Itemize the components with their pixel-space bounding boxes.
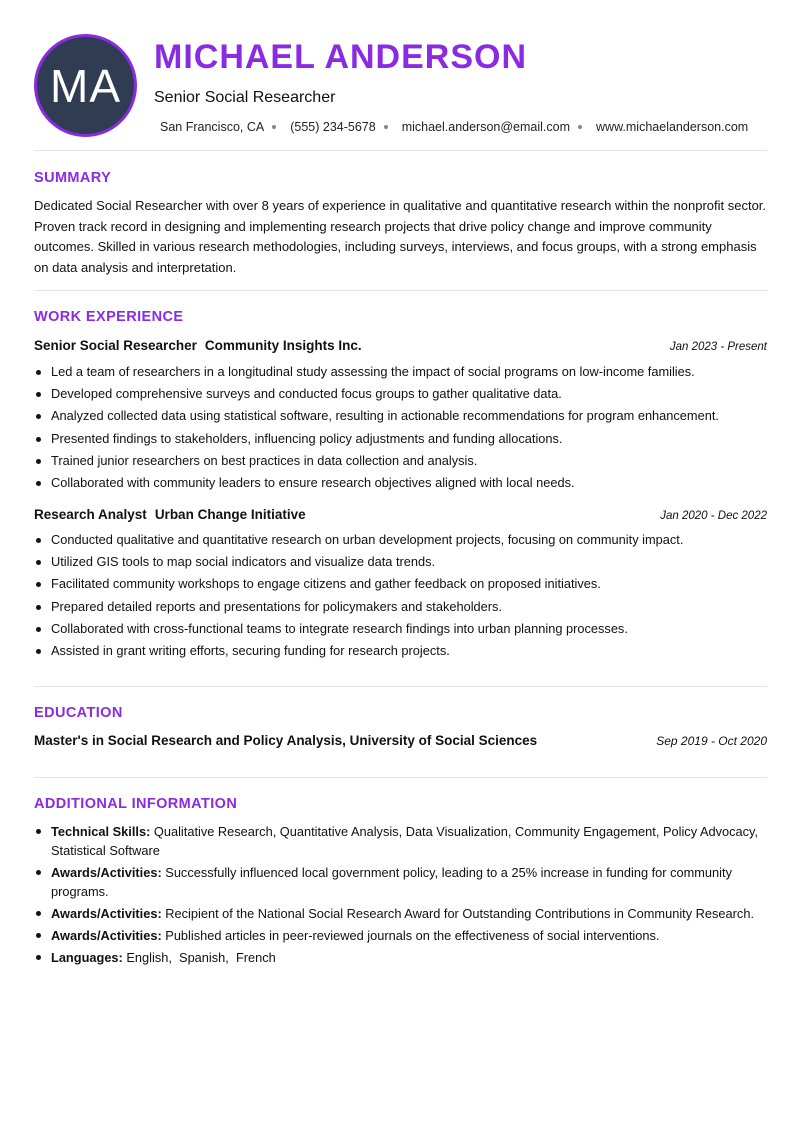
job-bullets [51,364,767,497]
divider [34,777,767,778]
job-header [34,507,767,522]
resume-page [34,0,767,1130]
list-item [51,926,767,945]
job-bullets [51,532,767,665]
job-role: Senior Social Researcher [34,338,197,353]
list-item [51,904,767,923]
contact-website[interactable]: www.michaelanderson.com [596,120,749,134]
info-text: Qualitative Research, Quantitative Analysis, Data Visualization, Community Engagement, Policy Advocacy, Statistical Software [51,824,759,858]
list-item: Led a team of researchers in a longitudinal study assessing the impact of social programs on low-income families. [51,364,767,380]
avatar [34,34,137,137]
info-text: Recipient of the National Social Research Award for Outstanding Contributions in Community Research. [165,906,755,921]
education-heading: EDUCATION [34,705,123,721]
list-item: Utilized GIS tools to map social indicators and visualize data trends. [51,554,767,570]
list-item: Presented findings to stakeholders, influencing policy adjustments and funding allocations. [51,431,767,447]
list-item [51,863,767,901]
summary-heading: SUMMARY [34,170,112,186]
info-text: English, Spanish, French [126,950,276,965]
job-title: Senior Social Researcher [154,89,336,106]
candidate-name: MICHAEL ANDERSON [154,38,528,76]
list-item: Collaborated with cross-functional teams to integrate research findings into urban planning processes. [51,621,767,637]
info-label: Technical Skills: [51,824,151,839]
list-item: Collaborated with community leaders to ensure research objectives aligned with local needs. [51,475,767,491]
contact-email[interactable]: michael.anderson@email.com [401,120,571,134]
separator-dot-icon [578,125,582,129]
job-dates: Jan 2023 - Present [669,341,767,353]
contact-location: San Francisco, CA [160,120,265,134]
info-label: Awards/Activities: [51,865,162,880]
list-item [51,822,767,860]
job-company: Community Insights Inc. [204,338,362,353]
divider [34,686,767,687]
info-text: Published articles in peer-reviewed journals on the effectiveness of social interventions. [165,928,660,943]
list-item: Facilitated community workshops to engage citizens and gather feedback on proposed initiatives. [51,576,767,592]
info-label: Languages: [51,950,123,965]
list-item: Trained junior researchers on best practices in data collection and analysis. [51,453,767,469]
job-role: Research Analyst [34,507,147,522]
experience-heading: WORK EXPERIENCE [34,309,184,325]
list-item: Assisted in grant writing efforts, securing funding for research projects. [51,643,767,659]
info-text: Successfully influenced local government policy, leading to a 25% increase in funding for community programs. [51,865,732,899]
job-dates: Jan 2020 - Dec 2022 [660,510,767,522]
additional-list [51,822,767,970]
job-header [34,338,767,353]
additional-heading: ADDITIONAL INFORMATION [34,796,238,812]
education-entry [34,733,767,748]
summary-text: Dedicated Social Researcher with over 8 years of experience in qualitative and quantitative research within the nonprofit sector. Proven track record in designing and implementing research projects that drive policy change and improve community outcomes. Skilled in various research methodologies, including surveys, interviews, and focus groups, with a strong emphasis on data analysis and interpretation. [34,198,767,275]
info-label: Awards/Activities: [51,906,162,921]
separator-dot-icon [384,125,388,129]
job-role-company [34,338,362,353]
list-item [51,948,767,967]
divider [34,150,767,151]
education-dates: Sep 2019 - Oct 2020 [656,734,767,748]
list-item: Prepared detailed reports and presentations for policymakers and stakeholders. [51,599,767,615]
list-item: Conducted qualitative and quantitative research on urban development projects, focusing on community impact. [51,532,767,548]
list-item: Analyzed collected data using statistical software, resulting in actionable recommendations for program enhancement. [51,408,767,424]
divider [34,290,767,291]
degree: Master's in Social Research and Policy Analysis, University of Social Sciences [34,733,538,748]
job-company: Urban Change Initiative [154,507,306,522]
job-role-company [34,507,306,522]
info-label: Awards/Activities: [51,928,162,943]
contact-line [160,120,748,134]
contact-phone[interactable]: (555) 234-5678 [290,120,376,134]
separator-dot-icon [272,125,276,129]
avatar-initials: MA [50,59,121,112]
list-item: Developed comprehensive surveys and conducted focus groups to gather qualitative data. [51,386,767,402]
